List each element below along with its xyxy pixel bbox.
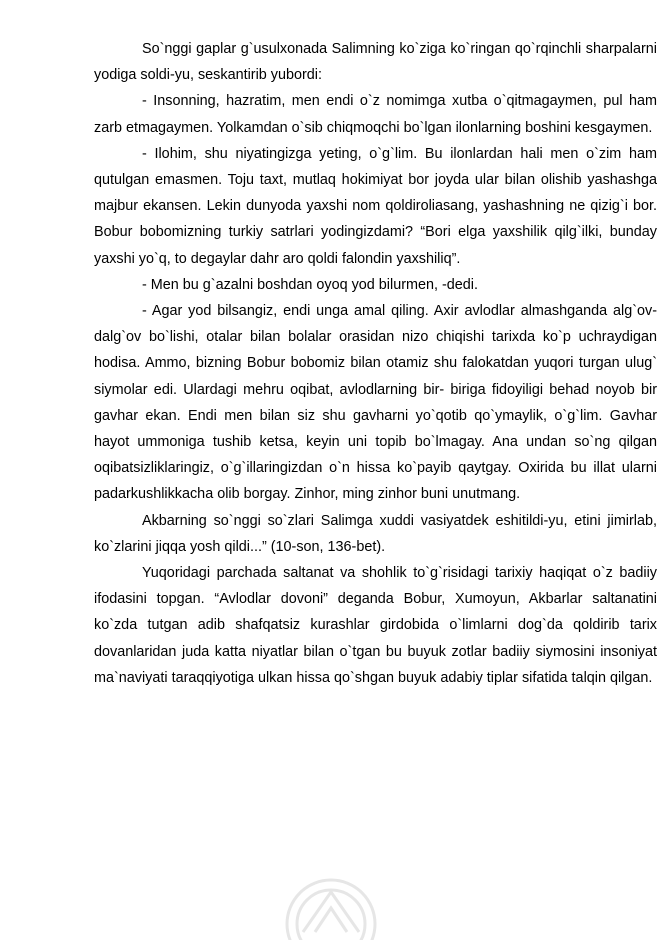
paragraph-2: - Insonning, hazratim, men endi o`z nomimga xutba o`qitmagaymen, pul ham zarb etmagaymen. Yolkamdan o`sib chiqmoqchi bo`lgan ilonlarning boshini kesgaymen. bbox=[94, 93, 657, 136]
document-body bbox=[94, 36, 657, 691]
paragraph-6: Akbarning so`nggi so`zlari Salimga xuddi vasiyatdek eshitildi-yu, etini jimirlab, ko`zlarini jiqqa yosh qildi...” (10-son, 136-bet). bbox=[94, 512, 657, 555]
logo-watermark-graphic bbox=[233, 862, 429, 940]
paragraph-1: So`nggi gaplar g`usulxonada Salimning ko`ziga ko`ringan qo`rqinchli sharpalarni yodiga soldi-yu, seskantirib yubordi: bbox=[94, 41, 657, 84]
paragraph-7: Yuqoridagi parchada saltanat va shohlik to`g`risidagi tarixiy haqiqat o`z badiiy ifodasini topgan. “Avlodlar dovoni” deganda Bobur, Xumoyun, Akbarlar saltanatini ko`zda tutgan adib shafqatsiz kurashlar girdobida o`limlarni dog`da qoldirib tarix dovanlaridan juda katta niyatlar bilan o`tgan bu buyuk zotlar badiiy siymosini insoniyat ma`naviyati taraqqiyotiga ulkan hissa qo`shgan buyuk adabiy tiplar sifatida talqin qilgan. bbox=[94, 565, 657, 686]
logo-watermark-icon bbox=[233, 862, 429, 940]
paragraph-3: - Ilohim, shu niyatingizga yeting, o`g`lim. Bu ilonlardan hali men o`zim ham qutulgan emasmen. Toju taxt, mutlaq hokimiyat bor joyda ular bilan olishib yashashga majbur ekansen. Lekin dunyoda yaxshi nom qoldiroliasang, yashashning ne qizig`i bor. Bobur bobomizning turkiy satrlari yodingizdami? “Bori elga yaxshilik qilg`ilki, bunday yaxshi yo`q, to degaylar dahr aro qoldi falondin yaxshiliq”. bbox=[94, 145, 657, 267]
paragraph-4: - Men bu g`azalni boshdan oyoq yod bilurmen, -dedi. bbox=[142, 276, 478, 293]
paragraph-5: - Agar yod bilsangiz, endi unga amal qiling. Axir avlodlar almashganda alg`ov- dalg`ov bo`lishi, otalar bilan bolalar orasidan nizo chiqishi tarixda ko`p uchraydigan hodisa. Ammo, bizning Bobur bobomiz bilan otamiz shu falokatdan yuqori turgan ulug` siymolar edi. Ulardagi mehru oqibat, avlodlarning bir- biriga fidoyiligi behad noyob bir gavhar ekan. Endi men bilan siz shu gavharni yo`qotib qo`ymaylik, o`g`lim. Gavhar hayot ummoniga tushib ketsa, keyin uni topib bo`lmagay. Ana undan so`ng qilgan oqibatsizliklaringiz, o`g`illaringizdan o`n hissa ko`payib qaytgay. Oxirida bu illat ularni padarkushlikkacha olib borgay. Zinhor, ming zinhor buni unutmang. bbox=[94, 303, 657, 503]
